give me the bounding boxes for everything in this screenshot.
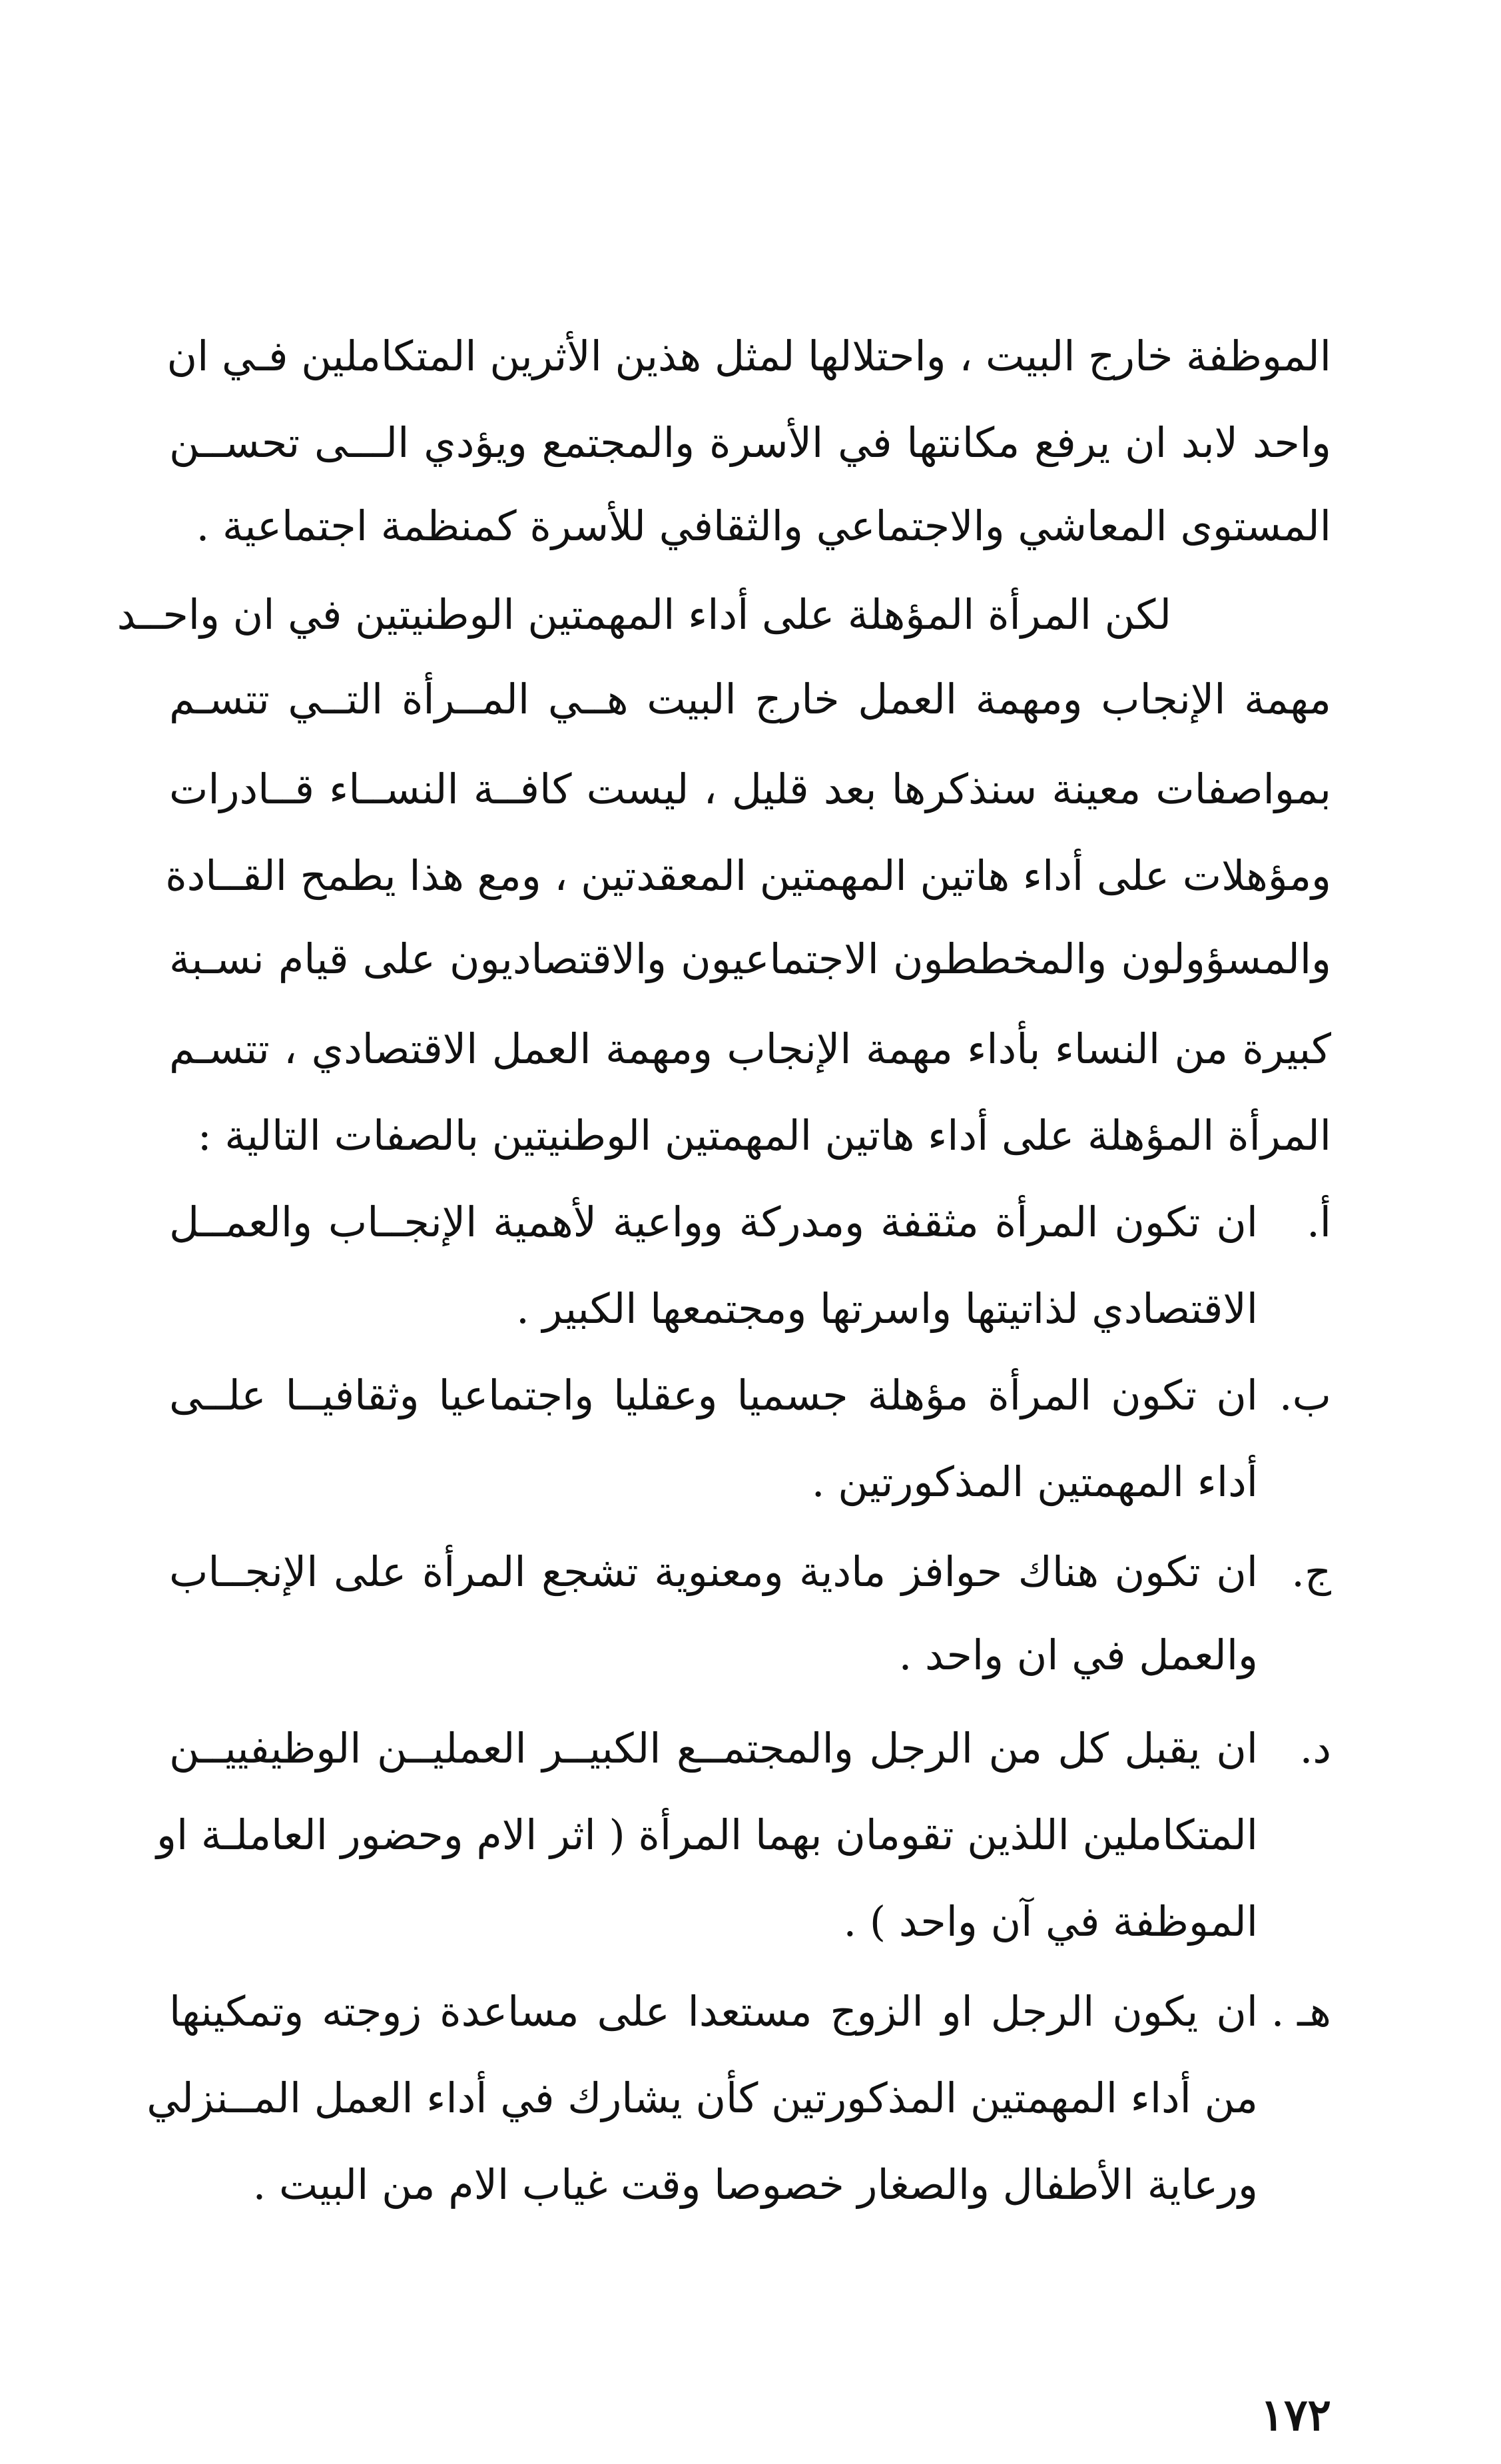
list-marker-c: ج.: [1291, 1547, 1331, 1596]
list-item-d-text-1: ان يقبل كل من الرجل والمجتمــع الكبيــر العمليــن الوظيفييــن: [169, 1724, 1258, 1773]
paragraph-2-line-6: كبيرة من النساء بأداء مهمة الإنجاب ومهمة العمل الاقتصادي ، تتسـم: [169, 1025, 1331, 1073]
paragraph-1-line-1: الموظفة خارج البيت ، واحتلالها لمثل هذين الأثرين المتكاملين فـي ان: [166, 332, 1331, 380]
paragraph-1-line-2: واحد لابد ان يرفع مكانتها في الأسرة والمجتمع ويؤدي الـــى تحســن: [169, 418, 1331, 467]
paragraph-2-line-2: مهمة الإنجاب ومهمة العمل خارج البيت هــي المــرأة التــي تتسـم: [169, 675, 1331, 723]
list-item-d-line-1: [169, 1705, 1331, 1792]
list-item-c-line-1: [169, 1529, 1331, 1615]
paragraph-2-line-3: بمواصفات معينة سنذكرها بعد قليل ، ليست كافــة النســاء قــادرات: [169, 765, 1331, 813]
list-item-b-text-1: ان تكون المرأة مؤهلة جسميا وعقليا واجتماعيا وثقافيــا علــى: [169, 1371, 1258, 1420]
list-marker-e: هـ .: [1271, 1987, 1331, 2036]
paragraph-2-line-5: والمسؤولون والمخططون الاجتماعيون والاقتصاديون على قيام نسـبة: [169, 935, 1331, 983]
list-item-a-line-1: [169, 1179, 1331, 1266]
list-item-d-line-3: الموظفة في آن واحد ) .: [843, 1897, 1258, 1946]
list-item-a-line-2: الاقتصادي لذاتيتها واسرتها ومجتمعها الكبير .: [516, 1284, 1258, 1333]
list-marker-a: أ.: [1307, 1198, 1331, 1246]
paragraph-2-line-7: المرأة المؤهلة على أداء هاتين المهمتين الوطنيتين بالصفات التالية :: [197, 1111, 1331, 1160]
paragraph-1-line-3: المستوى المعاشي والاجتماعي والثقافي للأسرة كمنظمة اجتماعية .: [196, 502, 1331, 550]
paragraph-2-line-4: ومؤهلات على أداء هاتين المهمتين المعقدتين ، ومع هذا يطمح القــادة: [165, 851, 1331, 900]
list-item-d-line-2: المتكاملين اللذين تقومان بهما المرأة ( اثر الام وحضور العاملـة او: [156, 1811, 1258, 1859]
list-item-e-line-3: ورعاية الأطفال والصغار خصوصا وقت غياب الام من البيت .: [252, 2160, 1258, 2209]
list-item-e-text-1: ان يكون الرجل او الزوج مستعدا على مساعدة زوجته وتمكينها: [169, 1987, 1258, 2036]
list-item-b-line-1: [169, 1352, 1331, 1439]
list-item-c-text-1: ان تكون هناك حوافز مادية ومعنوية تشجع المرأة على الإنجــاب: [169, 1547, 1258, 1596]
paragraph-2-line-1: لكن المرأة المؤهلة على أداء المهمتين الوطنيتين في ان واحــد: [117, 590, 1171, 639]
list-item-b-line-2: أداء المهمتين المذكورتين .: [811, 1457, 1258, 1506]
list-marker-b: ب.: [1279, 1371, 1331, 1420]
list-item-a-text-1: ان تكون المرأة مثقفة ومدركة وواعية لأهمية الإنجــاب والعمــل: [169, 1198, 1258, 1246]
list-item-e-line-2: من أداء المهمتين المذكورتين كأن يشارك في أداء العمل المــنزلي: [147, 2074, 1258, 2122]
list-marker-d: د.: [1299, 1724, 1331, 1773]
list-item-c-line-2: والعمل في ان واحد .: [898, 1631, 1258, 1679]
page-number: ١٧٢: [1260, 2389, 1331, 2441]
list-item-e-line-1: [169, 1968, 1331, 2055]
